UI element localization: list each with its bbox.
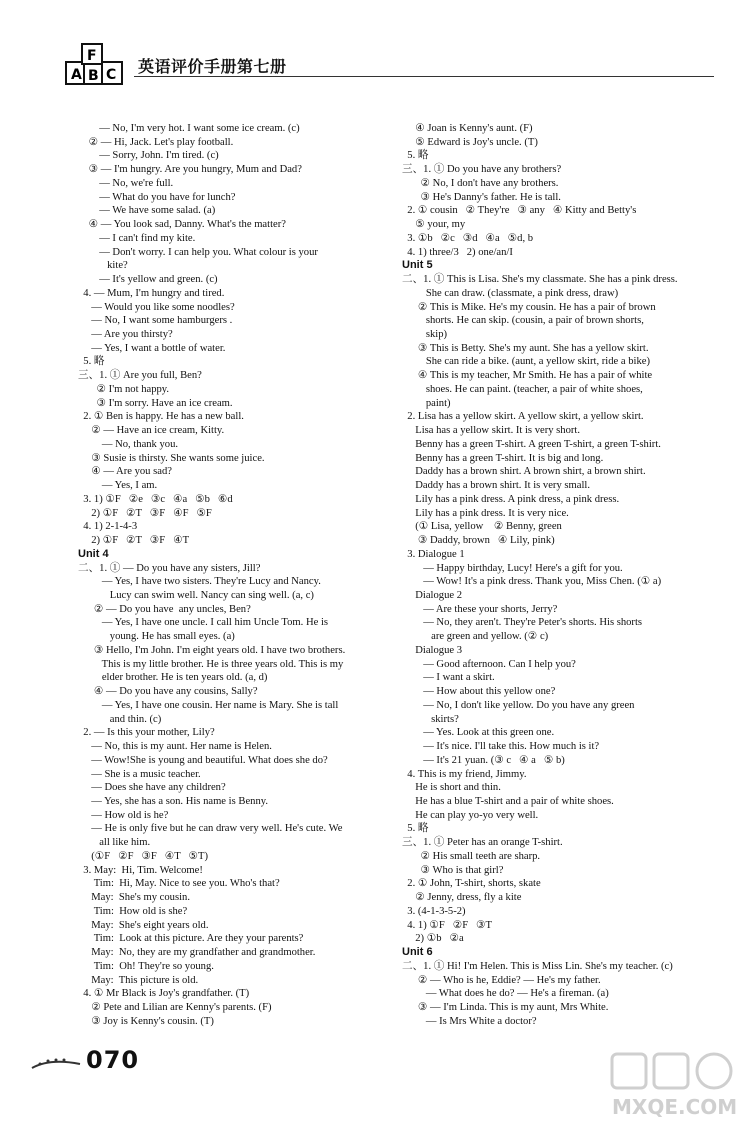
answer-line: He has a blue T-shirt and a pair of white shoes.	[402, 795, 614, 807]
answer-line: — I want a skirt.	[402, 672, 495, 684]
answer-line: ② I'm not happy.	[78, 383, 170, 395]
answer-line: — Are these your shorts, Jerry?	[402, 603, 558, 615]
answer-line: — Don't worry. I can help you. What colour is your	[78, 246, 318, 258]
answer-line: ④ — Are you sad?	[78, 466, 172, 478]
answer-line: 4. 1) three/3 2) one/an/I	[402, 246, 513, 258]
answer-line: ③ Susie is thirsty. She wants some juice.	[78, 452, 265, 464]
answer-line: 2) ①b ②a	[402, 933, 464, 945]
answer-line: Lily has a pink dress. A pink dress, a pink dress.	[402, 493, 620, 505]
answer-line: ② — Who is he, Eddie? — He's my father.	[402, 974, 601, 986]
answer-line: ⑤ your, my	[402, 219, 466, 231]
answer-line: 二、1. ① — Do you have any sisters, Jill?	[78, 562, 261, 574]
svg-text:MXQE.COM: MXQE.COM	[612, 1095, 738, 1119]
answer-line: all like him.	[78, 837, 151, 849]
unit-heading: Unit 5	[402, 259, 433, 272]
page-number-decoration-icon	[30, 1054, 82, 1072]
svg-text:F: F	[87, 48, 97, 64]
answer-line: — How old is he?	[78, 809, 169, 821]
answer-line: ② His small teeth are sharp.	[402, 850, 541, 862]
answer-line: 2) ①F ②T ③F ④F ⑤F	[78, 507, 212, 519]
answer-line: 2. — Is this your mother, Lily?	[78, 727, 215, 739]
answer-line: — No, we're full.	[78, 177, 174, 189]
watermark-logo	[608, 1052, 738, 1122]
answer-line: shoes. He can paint. (teacher, a pair of white shoes,	[402, 383, 643, 395]
answer-column-right	[402, 122, 712, 1028]
unit-heading: Unit 4	[78, 547, 109, 560]
answer-line: — Sorry, John. I'm tired. (c)	[78, 150, 219, 162]
answer-line: paint)	[402, 397, 451, 409]
answer-line: — Happy birthday, Lucy! Here's a gift for you.	[402, 562, 623, 574]
svg-text:C: C	[106, 67, 117, 83]
answer-line: — No, thank you.	[78, 438, 179, 450]
header-rule	[134, 76, 714, 77]
answer-line: 二、1. ① Hi! I'm Helen. This is Miss Lin. She's my teacher. (c)	[402, 960, 673, 972]
answer-line: 2. Lisa has a yellow skirt. A yellow skirt, a yellow skirt.	[402, 411, 644, 423]
answer-line: — It's yellow and green. (c)	[78, 274, 218, 286]
answer-column-left	[78, 122, 386, 1028]
answer-line: ③ Hello, I'm John. I'm eight years old. I have two brothers.	[78, 644, 346, 656]
answer-line: May: No, they are my grandfather and grandmother.	[78, 947, 316, 959]
answer-line: ⑤ Edward is Joy's uncle. (T)	[402, 136, 538, 148]
answer-line: — Yes, I have two sisters. They're Lucy and Nancy.	[78, 576, 321, 588]
answer-line: — No, I don't like yellow. Do you have any green	[402, 699, 635, 711]
answer-line: ② — Hi, Jack. Let's play football.	[78, 136, 234, 148]
answer-line: 三、1. ① Peter has an orange T-shirt.	[402, 837, 563, 849]
answer-line: ③ This is Betty. She's my aunt. She has a yellow skirt.	[402, 342, 649, 354]
answer-line: 4. 1) ①F ②F ③T	[402, 919, 493, 931]
answer-line: shorts. He can skip. (cousin, a pair of brown shorts,	[402, 315, 644, 327]
answer-line: ② No, I don't have any brothers.	[402, 177, 559, 189]
answer-line: This is my little brother. He is three years old. This is my	[78, 658, 344, 670]
page-number: 070	[86, 1046, 140, 1074]
answer-line: 4. 1) 2-1-4-3	[78, 521, 138, 533]
answer-line: Dialogue 3	[402, 644, 463, 656]
book-title: 英语评价手册第七册	[138, 57, 287, 76]
answer-line: ③ — I'm hungry. Are you hungry, Mum and Dad?	[78, 164, 302, 176]
answer-line: 2. ① John, T-shirt, shorts, skate	[402, 878, 541, 890]
answer-line: — Would you like some noodles?	[78, 301, 235, 313]
answer-line: — I can't find my kite.	[78, 232, 196, 244]
answer-line: 2. ① cousin ② They're ③ any ④ Kitty and Betty's	[402, 205, 637, 217]
answer-line: — Yes, she has a son. His name is Benny.	[78, 795, 268, 807]
answer-line: ③ I'm sorry. Have an ice cream.	[78, 397, 233, 409]
answer-line: ② Pete and Lilian are Kenny's parents. (F)	[78, 1002, 272, 1013]
answer-line: May: This picture is old.	[78, 974, 199, 986]
answer-line: — Yes, I am.	[78, 480, 158, 492]
answer-line: ③ — I'm Linda. This is my aunt, Mrs White.	[402, 1002, 609, 1013]
answer-line: ② — Do you have any uncles, Ben?	[78, 603, 251, 615]
answer-line: — He is only five but he can draw very well. He's cute. We	[78, 823, 343, 835]
answer-line: ③ Who is that girl?	[402, 864, 504, 876]
unit-heading: Unit 6	[402, 946, 433, 959]
answer-line: ④ Joan is Kenny's aunt. (F)	[402, 123, 533, 134]
answer-line: 4. This is my friend, Jimmy.	[402, 768, 527, 780]
answer-line: Tim: Oh! They're so young.	[78, 960, 214, 972]
answer-line: and thin. (c)	[78, 713, 162, 725]
answer-line: — Yes, I want a bottle of water.	[78, 342, 226, 354]
answer-line: ② — Have an ice cream, Kitty.	[78, 425, 225, 437]
answer-line: Tim: Look at this picture. Are they your parents?	[78, 933, 304, 945]
answer-line: Daddy has a brown shirt. It is very small.	[402, 480, 591, 492]
svg-text:B: B	[88, 68, 99, 84]
answer-line: Dialogue 2	[402, 589, 463, 601]
answer-line: ③ Joy is Kenny's cousin. (T)	[78, 1015, 214, 1027]
answer-line: 2) ①F ②T ③F ④T	[78, 535, 190, 547]
answer-line: 3. (4-1-3-5-2)	[402, 905, 466, 917]
answer-line: — Yes. Look at this green one.	[402, 727, 555, 739]
answer-line: 三、1. ① Are you full, Ben?	[78, 370, 202, 382]
answer-line: elder brother. He is ten years old. (a, d)	[78, 672, 268, 684]
answer-line: 3. ①b ②c ③d ④a ⑤d, b	[402, 232, 534, 244]
answer-line: — Yes, I have one uncle. I call him Uncle Tom. He is	[78, 617, 329, 629]
answer-line: skip)	[402, 329, 448, 341]
answer-line: Daddy has a brown shirt. A brown shirt, a brown shirt.	[402, 466, 646, 478]
answer-line: ② This is Mike. He's my cousin. He has a pair of brown	[402, 301, 656, 313]
answer-line: 2. ① Ben is happy. He has a new ball.	[78, 411, 244, 423]
answer-line: — It's 21 yuan. (③ c ④ a ⑤ b)	[402, 754, 565, 766]
answer-line: — No, I'm very hot. I want some ice cream. (c)	[78, 123, 300, 134]
answer-line: — Are you thirsty?	[78, 329, 173, 341]
answer-line: Benny has a green T-shirt. It is big and long.	[402, 452, 604, 464]
answer-line: — Is Mrs White a doctor?	[402, 1015, 537, 1027]
page-header	[64, 42, 714, 90]
answer-line: (①F ②F ③F ④T ⑤T)	[78, 850, 208, 862]
answer-line: He is short and thin.	[402, 782, 501, 794]
answer-line: — Wow! It's a pink dress. Thank you, Miss Chen. (① a)	[402, 576, 662, 588]
answer-line: 5. 略	[78, 356, 105, 368]
answer-line: May: She's eight years old.	[78, 919, 209, 931]
answer-line: 4. — Mum, I'm hungry and tired.	[78, 287, 225, 299]
answer-line: — Good afternoon. Can I help you?	[402, 658, 576, 670]
answer-line: Lisa has a yellow skirt. It is very short.	[402, 425, 581, 437]
answer-line: (① Lisa, yellow ② Benny, green	[402, 521, 562, 533]
answer-line: young. He has small eyes. (a)	[78, 631, 235, 643]
answer-line: — No, this is my aunt. Her name is Helen.	[78, 741, 272, 753]
answer-line: Tim: Hi, May. Nice to see you. Who's that?	[78, 878, 280, 890]
answer-line: 4. ① Mr Black is Joy's grandfather. (T)	[78, 988, 250, 1000]
answer-line: — Wow!She is young and beautiful. What does she do?	[78, 754, 328, 766]
answer-line: ④ — You look sad, Danny. What's the matter?	[78, 219, 286, 231]
answer-line: 二、1. ① This is Lisa. She's my classmate. She has a pink dress.	[402, 274, 678, 286]
answer-line: 3. Dialogue 1	[402, 548, 465, 560]
abc-blocks-logo-icon	[64, 42, 126, 88]
answer-line: 5. 略	[402, 823, 429, 835]
answer-line: Lucy can swim well. Nancy can sing well. (a, c)	[78, 589, 314, 601]
answer-line: 3. 1) ①F ②e ③c ④a ⑤b ⑥d	[78, 493, 233, 505]
answer-line: — Does she have any children?	[78, 782, 226, 794]
answer-line: Benny has a green T-shirt. A green T-shirt, a green T-shirt.	[402, 438, 661, 450]
answer-line: are green and yellow. (② c)	[402, 631, 549, 643]
answer-line: ③ He's Danny's father. He is tall.	[402, 191, 561, 203]
answer-line: — No, they aren't. They're Peter's shorts. His shorts	[402, 617, 643, 629]
answer-line: skirts?	[402, 713, 459, 725]
answer-line: kite?	[78, 260, 128, 272]
answer-line: ④ — Do you have any cousins, Sally?	[78, 686, 258, 698]
answer-line: — It's nice. I'll take this. How much is it?	[402, 741, 600, 753]
answer-line: ② Jenny, dress, fly a kite	[402, 892, 522, 904]
svg-text:A: A	[71, 67, 82, 83]
answer-line: Lily has a pink dress. It is very nice.	[402, 507, 569, 519]
answer-line: — Yes, I have one cousin. Her name is Mary. She is tall	[78, 699, 339, 711]
answer-line: — How about this yellow one?	[402, 686, 556, 698]
answer-line: — No, I want some hamburgers .	[78, 315, 233, 327]
answer-line: — What do you have for lunch?	[78, 191, 236, 203]
answer-line: — What does he do? — He's a fireman. (a)	[402, 988, 609, 1000]
answer-line: May: She's my cousin.	[78, 892, 190, 904]
answer-line: ③ Daddy, brown ④ Lily, pink)	[402, 535, 555, 547]
answer-line: She can ride a bike. (aunt, a yellow skirt, ride a bike)	[402, 356, 650, 368]
answer-line: — We have some salad. (a)	[78, 205, 216, 217]
answer-line: 5. 略	[402, 150, 429, 162]
answer-line: She can draw. (classmate, a pink dress, draw)	[402, 287, 619, 299]
answer-line: — She is a music teacher.	[78, 768, 201, 780]
answer-line: He can play yo-yo very well.	[402, 809, 539, 821]
answer-line: 3. May: Hi, Tim. Welcome!	[78, 864, 203, 876]
answer-line: 三、1. ① Do you have any brothers?	[402, 164, 562, 176]
answer-line: ④ This is my teacher, Mr Smith. He has a pair of white	[402, 370, 653, 382]
answer-line: Tim: How old is she?	[78, 905, 188, 917]
